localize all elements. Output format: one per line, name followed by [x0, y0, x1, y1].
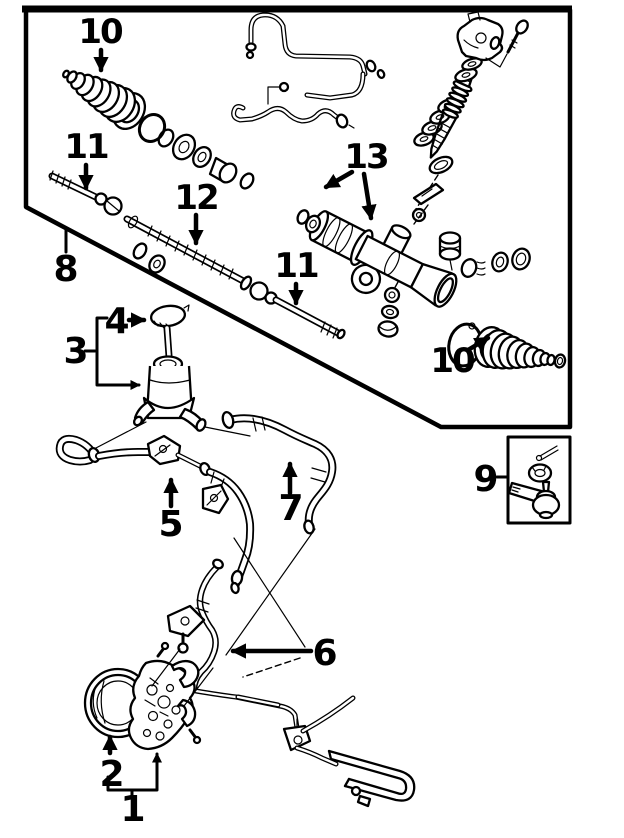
- power-steering-pump: [85, 643, 213, 749]
- hose-bracket-1: [148, 436, 180, 464]
- valve-housing-cap: [458, 12, 503, 60]
- callout-label[interactable]: 10: [78, 12, 122, 52]
- callout-label[interactable]: 8: [53, 249, 79, 290]
- mount-bushing: [440, 233, 460, 271]
- callout-label[interactable]: 1: [120, 789, 146, 830]
- gear-oil-pipes: [234, 15, 386, 129]
- callout-label[interactable]: 10: [430, 341, 474, 381]
- tube-bracket: [168, 606, 204, 653]
- callout-label[interactable]: 5: [158, 504, 184, 545]
- callout-label[interactable]: 13: [344, 137, 388, 177]
- cotter-pin: [537, 446, 559, 461]
- callout-4[interactable]: [104, 301, 144, 342]
- steering-boot-left: [62, 70, 151, 135]
- callout-8[interactable]: [53, 229, 78, 290]
- callout-label[interactable]: 11: [64, 127, 108, 167]
- castle-nut: [529, 465, 551, 482]
- tube-clamp-cluster: [284, 719, 310, 750]
- housing-lower-parts: [377, 282, 399, 338]
- callout-7[interactable]: [278, 464, 303, 529]
- callout-13[interactable]: [326, 137, 388, 218]
- rack-seal-rings: [131, 241, 168, 275]
- callout-5[interactable]: [158, 480, 183, 545]
- callout-12[interactable]: [174, 178, 217, 243]
- reservoir-cap-drawing: [150, 304, 189, 356]
- callout-6[interactable]: [233, 633, 338, 674]
- callout-label[interactable]: 3: [63, 331, 89, 372]
- callout-label[interactable]: 4: [104, 301, 130, 342]
- return-hose: [221, 411, 332, 534]
- callout-label[interactable]: 11: [274, 246, 318, 286]
- housing-mount-parts: [413, 184, 532, 279]
- callout-label[interactable]: 6: [312, 633, 338, 674]
- tie-rod-end-box: [508, 437, 570, 523]
- callout-9[interactable]: [473, 459, 507, 500]
- callout-label[interactable]: 7: [278, 488, 304, 529]
- callout-label[interactable]: 12: [174, 178, 218, 218]
- callout-2[interactable]: [99, 737, 124, 795]
- callout-11-left[interactable]: [64, 127, 108, 188]
- hose-bracket-2: [203, 485, 228, 513]
- leader-lines-6: [226, 529, 315, 677]
- callout-10-left[interactable]: [78, 12, 123, 70]
- callout-11-right[interactable]: [274, 246, 318, 303]
- callout-label[interactable]: 9: [473, 459, 499, 500]
- tie-rod-end-drawing: [509, 482, 559, 518]
- cooler-pipe-loop: [329, 751, 414, 806]
- suction-hose: [60, 436, 250, 594]
- reservoir-body: [133, 357, 208, 433]
- pinion-valve-stack: [413, 12, 531, 212]
- callout-label[interactable]: 2: [99, 754, 125, 795]
- pressure-tube-assembly: [168, 558, 414, 806]
